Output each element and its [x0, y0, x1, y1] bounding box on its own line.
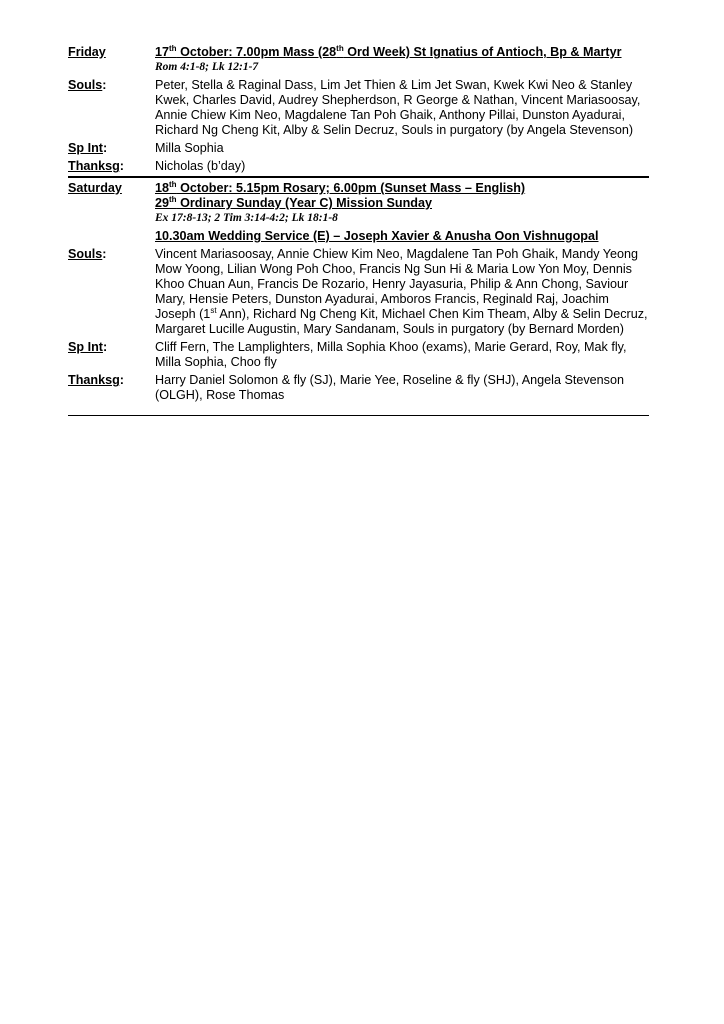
- saturday-day-label: Saturday: [68, 181, 122, 195]
- friday-heading: 17th October: 7.00pm Mass (28th Ord Week) St Ignatius of Antioch, Bp & Martyr: [155, 43, 622, 59]
- saturday-readings-row: [68, 211, 649, 226]
- saturday-wedding-row: [68, 229, 649, 244]
- saturday-thanks-row: [68, 373, 649, 403]
- day-divider: [68, 176, 649, 178]
- friday-spint-row: [68, 141, 649, 156]
- saturday-heading-row: [68, 181, 649, 211]
- saturday-spint-row: [68, 340, 649, 370]
- saturday-souls-row: [68, 247, 649, 337]
- saturday-thanks-label: Thanksg:: [68, 373, 124, 387]
- saturday-heading: 18th October: 5.15pm Rosary; 6.00pm (Sunset Mass – English) 29th Ordinary Sunday (Year C) Mission Sunday: [155, 179, 526, 210]
- friday-thanks-row: [68, 159, 649, 174]
- friday-spint: Milla Sophia: [155, 141, 224, 155]
- friday-day-label: Friday: [68, 45, 106, 59]
- saturday-spint-label: Sp Int:: [68, 340, 108, 354]
- wedding-service: 10.30am Wedding Service (E) – Joseph Xavier & Anusha Oon Vishnugopal: [155, 229, 599, 243]
- friday-souls-row: [68, 78, 649, 138]
- saturday-spint: Cliff Fern, The Lamplighters, Milla Sophia Khoo (exams), Marie Gerard, Roy, Mak fly, Milla Sophia, Choo fly: [155, 340, 627, 369]
- friday-thanks: Nicholas (b’day): [155, 159, 246, 173]
- friday-thanks-label: Thanksg:: [68, 159, 124, 173]
- friday-readings: Rom 4:1-8; Lk 12:1-7: [155, 61, 259, 73]
- friday-spint-label: Sp Int:: [68, 141, 108, 155]
- friday-souls-label: Souls:: [68, 78, 107, 92]
- mass-intentions-page: [68, 45, 649, 416]
- friday-souls: Peter, Stella & Raginal Dass, Lim Jet Thien & Lim Jet Swan, Kwek Kwi Neo & Stanley Kwek, Charles David, Audrey Shepherdson, R George & Nathan, Vincent Mariasoosay, Annie Chiew Kim Neo, Magdalene Tan Poh Ghaik, Anthony Pillai, Dunston Ayadurai, Richard Ng Cheng Kit, Alby & Selin Decruz, Souls in purgatory (by Angela Stevenson): [155, 78, 641, 137]
- end-divider: [68, 415, 649, 416]
- friday-readings-row: [68, 60, 649, 75]
- saturday-readings: Ex 17:8-13; 2 Tim 3:14-4:2; Lk 18:1-8: [155, 212, 338, 224]
- saturday-thanks: Harry Daniel Solomon & fly (SJ), Marie Yee, Roseline & fly (SHJ), Angela Stevenson (OLGH), Rose Thomas: [155, 373, 624, 402]
- saturday-souls: Vincent Mariasoosay, Annie Chiew Kim Neo, Magdalene Tan Poh Ghaik, Mandy Yeong Mow Yoong, Lilian Wong Poh Choo, Francis Ng Sun Hi & Maria Low Yon Moy, Dennis Khoo Chuan Aun, Francis De Rozario, Henry Jayasuria, Philip & Ann Chong, Saviour Mary, Hensie Peters, Dunston Ayadurai, Amboros Francis, Reginald Raj, Joachim Joseph (1st Ann), Richard Ng Cheng Kit, Michael Chen Kim Theam, Alby & Selin Decruz, Margaret Lucille Augustin, Mary Sandanam, Souls in purgatory (by Bernard Morden): [155, 247, 648, 336]
- saturday-souls-label: Souls:: [68, 247, 107, 261]
- friday-heading-row: [68, 45, 649, 60]
